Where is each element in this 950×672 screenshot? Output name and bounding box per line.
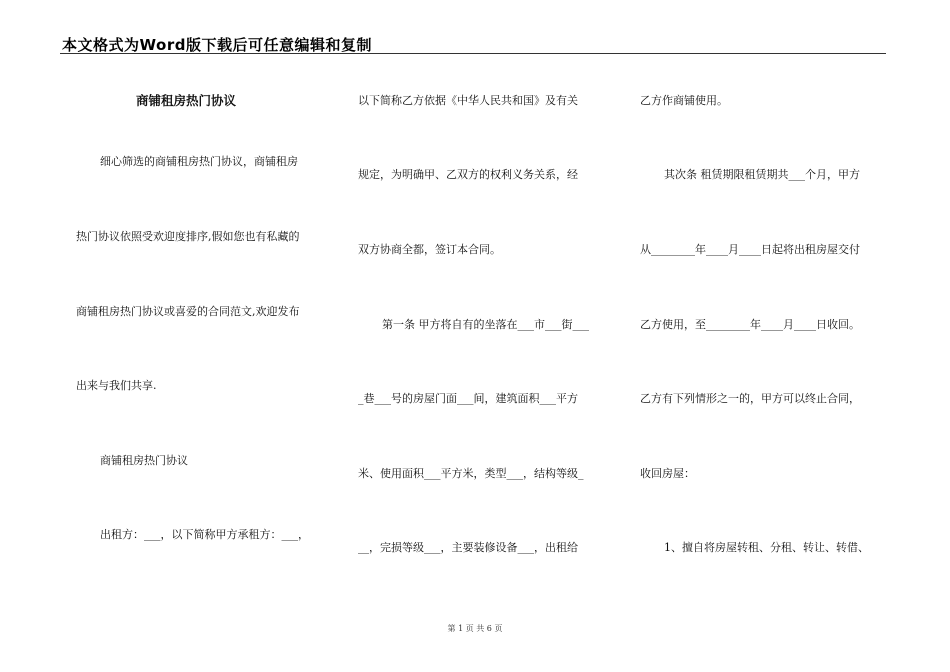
document-title: 商铺租房热门协议 bbox=[136, 93, 237, 108]
document-header: 本文格式为Word版下载后可任意编辑和复制 bbox=[62, 36, 372, 54]
paragraph-line: 出来与我们共享. bbox=[76, 379, 157, 392]
header-divider bbox=[60, 53, 886, 54]
paragraph-line: 规定，为明确甲、乙双方的权利义务关系，经 bbox=[358, 168, 578, 181]
paragraph-line: 其次条 租赁期限租赁期共___个月，甲方 bbox=[664, 168, 860, 181]
page-number: 第 1 页 共 6 页 bbox=[447, 624, 503, 633]
paragraph-line: 出租方：___，以下简称甲方承租方：___， bbox=[100, 528, 309, 541]
paragraph-line: 双方协商全都，签订本合同。 bbox=[358, 243, 501, 256]
paragraph-line: 乙方有下列情形之一的，甲方可以终止合同， bbox=[640, 392, 860, 405]
paragraph-line: 乙方使用，至________年____月____日收回。 bbox=[640, 318, 860, 331]
paragraph-line: 细心筛选的商铺租房热门协议，商铺租房 bbox=[100, 155, 298, 168]
paragraph-line: 收回房屋： bbox=[640, 467, 695, 480]
paragraph-line: 商铺租房热门协议或喜爱的合同范文,欢迎发布 bbox=[76, 305, 300, 318]
paragraph-line: 商铺租房热门协议 bbox=[100, 454, 188, 467]
paragraph-line: _巷___号的房屋门面___间，建筑面积___平方 bbox=[358, 392, 578, 405]
paragraph-line: 以下简称乙方依据《中华人民共和国》及有关 bbox=[358, 94, 578, 107]
paragraph-line: 1、擅自将房屋转租、分租、转让、转借、 bbox=[664, 541, 869, 554]
paragraph-line: 米、使用面积___平方米，类型___，结构等级_ bbox=[358, 467, 584, 480]
paragraph-line: 热门协议依照受欢迎度排序,假如您也有私藏的 bbox=[76, 230, 300, 243]
paragraph-line: 第一条 甲方将自有的坐落在___市___街___ bbox=[382, 318, 589, 331]
paragraph-line: __，完损等级___，主要装修设备___，出租给 bbox=[358, 541, 578, 554]
paragraph-line: 从________年____月____日起将出租房屋交付 bbox=[640, 243, 860, 256]
paragraph-line: 乙方作商铺使用。 bbox=[640, 94, 728, 107]
